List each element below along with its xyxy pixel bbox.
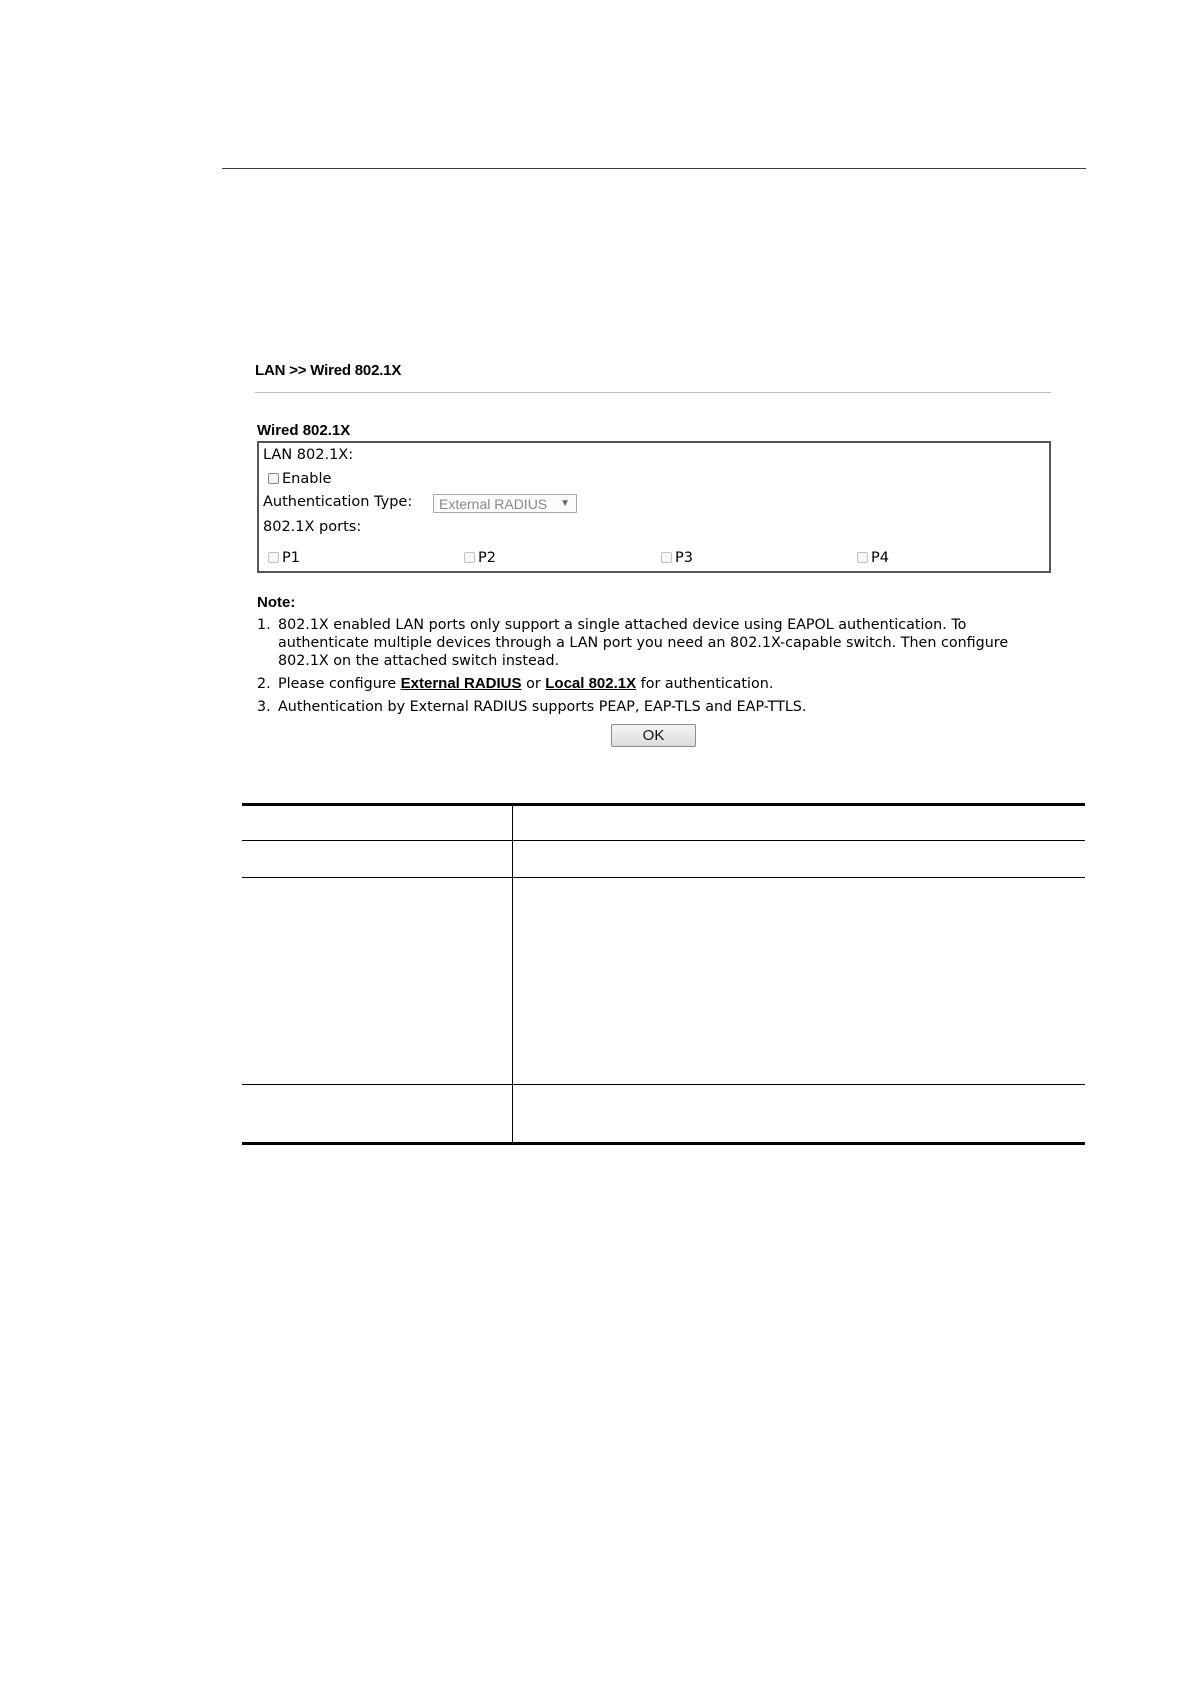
table-row-divider [242, 1084, 1085, 1085]
chevron-down-icon: ▼ [560, 498, 570, 509]
notes-list [257, 616, 1037, 721]
local-8021x-link[interactable]: Local 802.1X [545, 675, 637, 692]
port-p2-label: P2 [478, 550, 496, 566]
table-column-divider [512, 803, 513, 1145]
note-text-pre: Please configure [278, 676, 401, 692]
note-text: Authentication by External RADIUS supports PEAP, EAP-TLS and EAP-TTLS. [278, 699, 807, 715]
enable-checkbox[interactable] [268, 473, 279, 484]
breadcrumb: LAN >> Wired 802.1X [255, 362, 402, 379]
table-bottom-border [242, 1142, 1085, 1145]
note-number: 1. [257, 617, 271, 633]
page-top-rule [222, 168, 1086, 169]
auth-type-select[interactable] [433, 494, 577, 513]
port-p4-option[interactable] [857, 550, 889, 566]
table-top-border [242, 803, 1085, 806]
auth-type-value: External RADIUS [439, 496, 548, 512]
port-p1-option[interactable] [268, 550, 300, 566]
port-p1-label: P1 [282, 550, 300, 566]
table-header-divider [242, 840, 1085, 841]
external-radius-link[interactable]: External RADIUS [400, 675, 522, 692]
note-item [257, 698, 1037, 716]
section-title: Wired 802.1X [257, 422, 351, 439]
port-p3-checkbox[interactable] [661, 552, 672, 563]
ports-label: 802.1X ports: [263, 519, 362, 535]
note-text: 802.1X enabled LAN ports only support a single attached device using EAPOL authentication. To authenticate multiple devices through a LAN port you need an 802.1X-capable switch. Then configure 802.1X on the attached switch instead. [278, 617, 1009, 669]
note-number: 2. [257, 676, 271, 692]
note-text-post: for authentication. [636, 676, 774, 692]
note-title: Note: [257, 594, 296, 611]
table-row-divider [242, 877, 1085, 878]
port-p2-option[interactable] [464, 550, 496, 566]
enable-option[interactable] [268, 471, 331, 487]
port-p1-checkbox[interactable] [268, 552, 279, 563]
breadcrumb-divider [255, 392, 1051, 393]
ok-button[interactable]: OK [611, 724, 696, 747]
port-p4-checkbox[interactable] [857, 552, 868, 563]
port-p3-option[interactable] [661, 550, 693, 566]
note-item [257, 675, 1037, 693]
description-table [242, 803, 1085, 1145]
note-number: 3. [257, 699, 271, 715]
wired-8021x-panel [257, 441, 1051, 573]
lan-8021x-label: LAN 802.1X: [263, 447, 354, 463]
port-p4-label: P4 [871, 550, 889, 566]
note-item [257, 616, 1037, 670]
port-p3-label: P3 [675, 550, 693, 566]
auth-type-label: Authentication Type: [263, 494, 413, 510]
note-text-mid: or [521, 676, 546, 692]
enable-label: Enable [282, 471, 332, 487]
port-p2-checkbox[interactable] [464, 552, 475, 563]
